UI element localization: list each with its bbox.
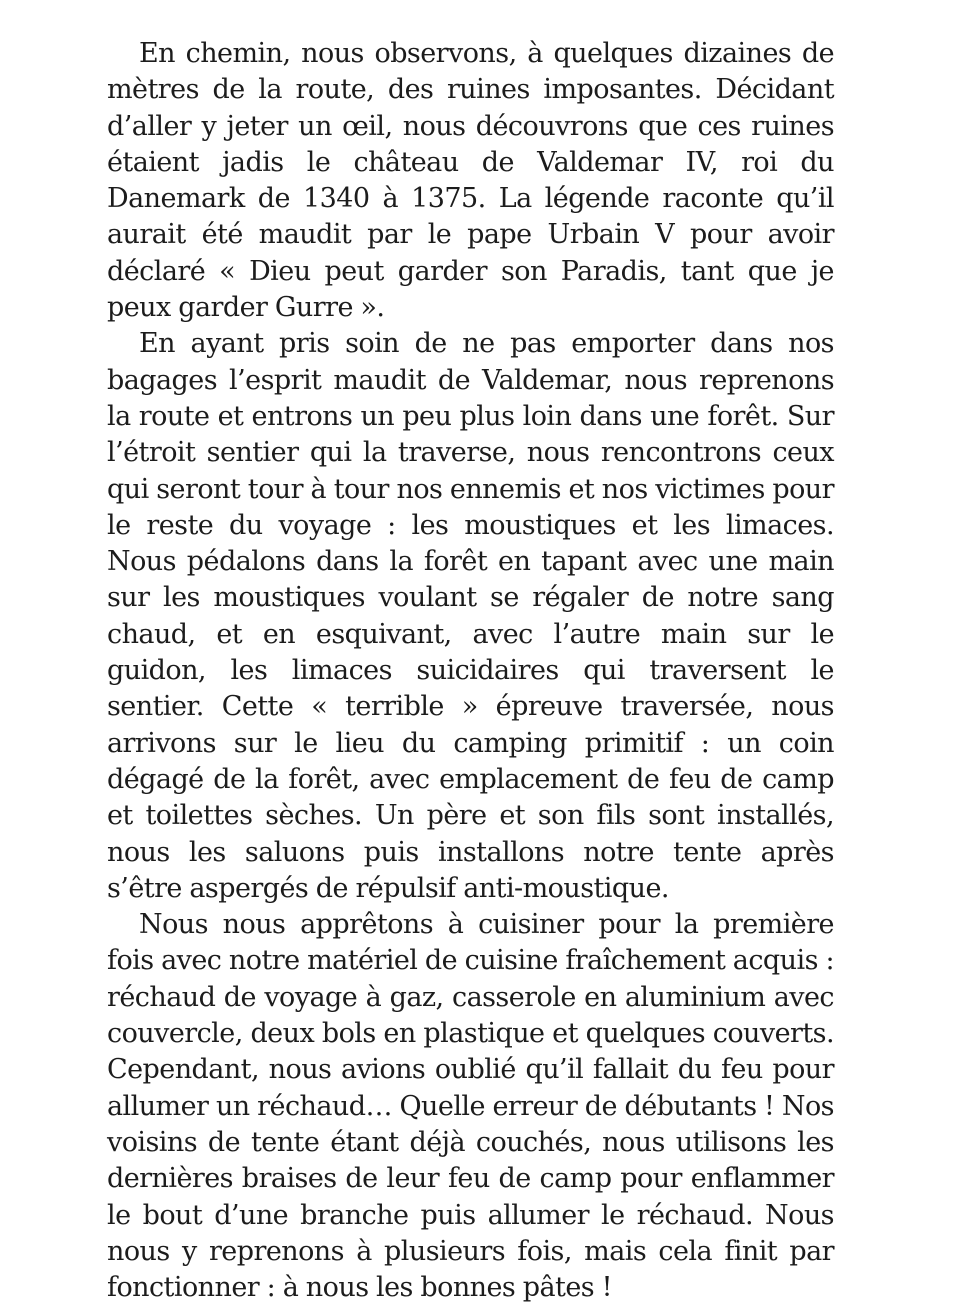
paragraph-cooking: Nous nous apprêtons à cuisiner pour la première fois avec notre matériel de cuisine fraîchement acquis : réchaud de voyage à gaz, casserole en aluminium avec couvercle, deux bols en plastique et quelques couverts. Cependant, nous avions oublié qu’il fallait du feu pour allumer un réchaud… Quelle erreur de débutants ! Nos voisins de tente étant déjà couchés, nous utilisons les dernières braises de leur feu de camp pour enflammer le bout d’une branche puis allumer le réchaud. Nous nous y reprenons à plusieurs fois, mais cela finit par fonctionner : à nous les bonnes pâtes ! <box>107 909 834 1304</box>
paragraph-forest: En ayant pris soin de ne pas emporter dans nos bagages l’esprit maudit de Valdemar, nous reprenons la route et entrons un peu plus loin dans une forêt. Sur l’étroit sentier qui la traverse, nous rencontrons ceux qui seront tour à tour nos ennemis et nos victimes pour le reste du voyage : les moustiques et les limaces. Nous pédalons dans la forêt en tapant avec une main sur les moustiques voulant se régaler de notre sang chaud, et en esquivant, avec l’autre main sur le guidon, les limaces suicidaires qui traversent le sentier. Cette « terrible » épreuve traversée, nous arrivons sur le lieu du camping primitif : un coin dégagé de la forêt, avec emplacement de feu de camp et toilettes sèches. Un père et son fils sont installés, nous les saluons puis installons notre tente après s’être aspergés de répulsif anti-moustique. <box>107 328 834 904</box>
paragraph-ruins: En chemin, nous observons, à quelques dizaines de mètres de la route, des ruines imposantes. Décidant d’aller y jeter un œil, nous découvrons que ces ruines étaient jadis le château de Valdemar IV, roi du Danemark de 1340 à 1375. La légende raconte qu’il aurait été maudit par le pape Urbain V pour avoir déclaré « Dieu peut garder son Paradis, tant que je peux garder Gurre ». <box>107 38 834 324</box>
